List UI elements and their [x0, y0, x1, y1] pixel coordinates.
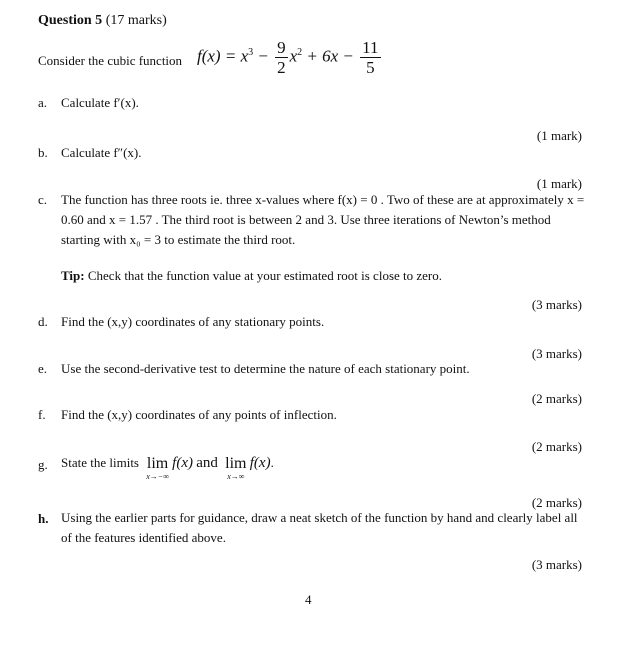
part-c-text: The function has three roots ie. three x-values where f(x) = 0 . Two of these are at approximately x = 0.60 and x = 1.57 . The third root is between 2 and 3. Use three iterations of Newton’s method starting with x₀ = 3 to estimate the third root. — [61, 192, 585, 247]
power-2: 2 — [297, 46, 303, 58]
func-x: x — [289, 46, 298, 66]
part-b-marks: (1 mark) — [536, 176, 582, 191]
limit-period: . — [270, 455, 274, 470]
part-g-letter: g. — [38, 457, 48, 472]
intro-text: Consider the cubic function — [38, 53, 183, 68]
fraction-9-2: $\frac{9}{2}$ — [277, 38, 286, 77]
fraction-11-5: $\frac{11}{5}$ — [362, 38, 379, 77]
part-h-text: Using the earlier parts for guidance, draw a neat sketch of the function by hand and clearly label all of the features identified above. — [61, 510, 578, 545]
part-a-letter: a. — [38, 95, 48, 110]
func-lhs: f(x) = x — [197, 46, 249, 66]
limit-pos-inf: lim x→∞ — [225, 455, 247, 481]
part-g-text: State the limits — [61, 455, 139, 470]
question-heading — [38, 13, 167, 29]
cubic-function-formula — [197, 38, 383, 77]
part-g-marks: (2 marks) — [531, 495, 582, 510]
limit-neg-inf-func: f(x) — [172, 455, 193, 471]
limit-neg-inf: lim x→−∞ — [146, 455, 169, 481]
part-a-text: Calculate f′(x). — [61, 95, 139, 110]
tip-label: Tip: — [61, 268, 85, 283]
page-number: 4 — [305, 592, 312, 607]
part-f-text: Find the (x,y) coordinates of any points of inflection. — [61, 407, 337, 422]
part-d-text: Find the (x,y) coordinates of any stationary points. — [61, 314, 325, 329]
part-e-marks: (2 marks) — [531, 391, 582, 406]
limit-and: and — [196, 455, 218, 471]
part-g-content — [61, 455, 274, 481]
limit-pos-inf-func: f(x) — [249, 455, 271, 471]
part-d-marks: (3 marks) — [531, 346, 582, 361]
part-b-text: Calculate f″(x). — [61, 145, 142, 160]
question-label: Question 5 — [38, 13, 103, 28]
part-c-marks: (3 marks) — [531, 297, 582, 312]
part-c-tip — [61, 268, 442, 284]
func-plus-6x: + 6x − — [302, 46, 359, 66]
tip-text: Check that the function value at your estimated root is close to zero. — [84, 268, 443, 283]
part-f-marks: (2 marks) — [531, 439, 582, 454]
part-e-letter: e. — [38, 361, 48, 376]
part-e-text: Use the second-derivative test to determine the nature of each stationary point. — [61, 361, 470, 376]
func-minus: − — [253, 46, 274, 66]
part-h-marks: (3 marks) — [531, 557, 582, 572]
part-f-letter: f. — [38, 407, 46, 422]
part-b-letter: b. — [38, 145, 48, 160]
question-total-marks: (17 marks) — [105, 13, 167, 28]
part-a-marks: (1 mark) — [536, 128, 582, 143]
part-c-letter: c. — [38, 192, 48, 207]
part-d-letter: d. — [38, 314, 48, 329]
part-h-letter: h. — [38, 511, 49, 526]
power-3: 3 — [248, 46, 254, 58]
